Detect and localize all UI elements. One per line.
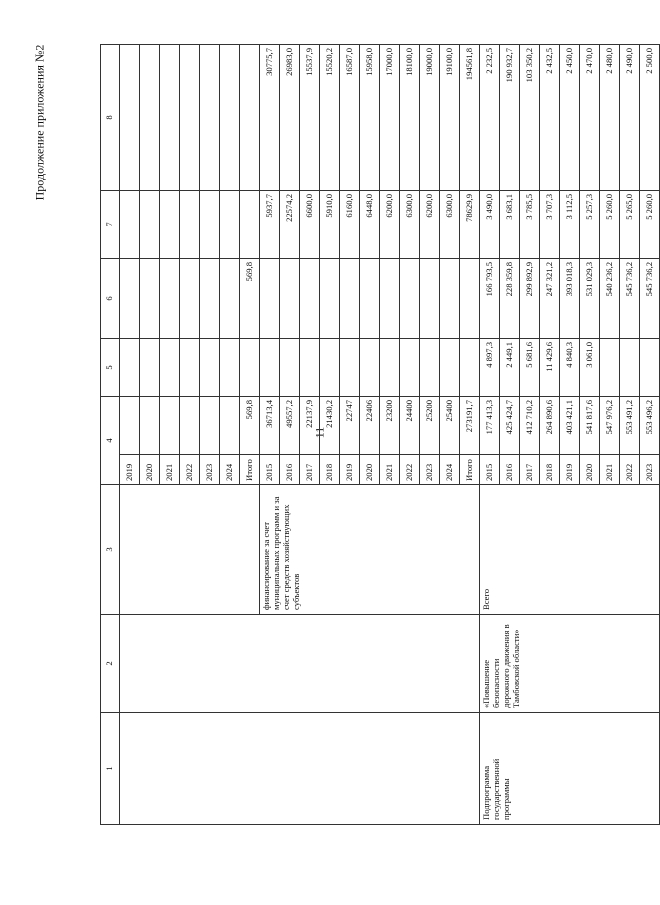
total-cell: 22406	[360, 396, 380, 454]
local-cell: 6600,0	[300, 190, 320, 258]
year-cell: 2022	[400, 455, 420, 485]
local-cell: 5910,0	[320, 190, 340, 258]
local-cell	[240, 190, 260, 258]
federal-cell	[420, 338, 440, 396]
federal-cell: 3 061,0	[580, 338, 600, 396]
regional-cell: 545 736,2	[620, 258, 640, 338]
federal-cell	[440, 338, 460, 396]
year-cell: 2017	[300, 455, 320, 485]
regional-cell: 247 321,2	[540, 258, 560, 338]
federal-cell	[360, 338, 380, 396]
year-cell: 2023	[640, 455, 660, 485]
col-number-4: 4	[101, 396, 120, 484]
other-cell: 17000,0	[380, 44, 400, 190]
col-number-3: 3	[101, 485, 120, 615]
other-cell: 26983,0	[280, 44, 300, 190]
local-cell: 5 260,0	[600, 190, 620, 258]
regional-cell: 166 793,5	[480, 258, 500, 338]
col-number-1: 1	[101, 713, 120, 825]
year-cell: 2017	[520, 455, 540, 485]
year-cell: 2021	[160, 455, 180, 485]
col-number-7: 7	[101, 190, 120, 258]
local-cell: 6300,0	[440, 190, 460, 258]
col-number-2: 2	[101, 615, 120, 713]
year-cell: 2019	[340, 455, 360, 485]
regional-cell: 545 736,2	[640, 258, 660, 338]
regional-cell	[200, 258, 220, 338]
regional-cell: 540 236,2	[600, 258, 620, 338]
year-cell: 2021	[380, 455, 400, 485]
other-cell: 2 432,5	[540, 44, 560, 190]
total-cell: 425 424,7	[500, 396, 520, 454]
financing-table	[100, 44, 660, 825]
federal-cell	[260, 338, 280, 396]
regional-cell	[280, 258, 300, 338]
subprogram-type-cell: Подпрограмма государственной программы	[480, 713, 660, 825]
year-cell: 2022	[180, 455, 200, 485]
total-cell: 553 491,2	[620, 396, 640, 454]
column-number-row	[101, 44, 120, 824]
regional-cell	[360, 258, 380, 338]
federal-cell	[140, 338, 160, 396]
federal-cell	[400, 338, 420, 396]
regional-cell	[220, 258, 240, 338]
regional-cell	[400, 258, 420, 338]
regional-cell	[120, 258, 140, 338]
other-cell: 18100,0	[400, 44, 420, 190]
other-cell: 15537,9	[300, 44, 320, 190]
other-cell	[120, 44, 140, 190]
year-cell: 2016	[500, 455, 520, 485]
year-cell: Итого	[460, 455, 480, 485]
year-cell: 2016	[280, 455, 300, 485]
federal-cell	[460, 338, 480, 396]
other-cell: 194561,8	[460, 44, 480, 190]
total-cell: 177 413,3	[480, 396, 500, 454]
funding-source-cell-empty	[120, 485, 260, 615]
total-cell: 49557,2	[280, 396, 300, 454]
total-cell	[200, 396, 220, 454]
year-cell: 2023	[200, 455, 220, 485]
federal-cell	[600, 338, 620, 396]
regional-cell: 531 029,3	[580, 258, 600, 338]
local-cell: 3 112,5	[560, 190, 580, 258]
federal-cell	[300, 338, 320, 396]
other-cell: 2 450,0	[560, 44, 580, 190]
local-cell: 5 257,3	[580, 190, 600, 258]
federal-cell: 4 840,3	[560, 338, 580, 396]
federal-cell: 11 429,6	[540, 338, 560, 396]
total-cell: 541 817,6	[580, 396, 600, 454]
local-cell: 6200,0	[420, 190, 440, 258]
local-cell: 5937,7	[260, 190, 280, 258]
regional-cell: 569,8	[240, 258, 260, 338]
regional-cell	[180, 258, 200, 338]
federal-cell	[340, 338, 360, 396]
total-cell: 553 496,2	[640, 396, 660, 454]
total-cell: 569,8	[240, 396, 260, 454]
local-cell: 3 707,3	[540, 190, 560, 258]
regional-cell: 393 018,3	[560, 258, 580, 338]
other-cell	[140, 44, 160, 190]
federal-cell	[220, 338, 240, 396]
total-cell	[180, 396, 200, 454]
regional-cell	[140, 258, 160, 338]
funding-total-label-cell: Всего	[480, 485, 660, 615]
regional-cell	[300, 258, 320, 338]
local-cell: 3 490,0	[480, 190, 500, 258]
federal-cell	[160, 338, 180, 396]
local-cell	[160, 190, 180, 258]
local-cell	[180, 190, 200, 258]
col-number-8: 8	[101, 44, 120, 190]
program-cell-empty	[120, 713, 480, 825]
other-cell: 19000,0	[420, 44, 440, 190]
col-number-5: 5	[101, 338, 120, 396]
year-cell: 2020	[360, 455, 380, 485]
other-cell: 2 232,5	[480, 44, 500, 190]
table-body	[101, 44, 660, 824]
other-cell: 30775,7	[260, 44, 280, 190]
federal-cell: 4 897,3	[480, 338, 500, 396]
regional-cell	[260, 258, 280, 338]
col-number-6: 6	[101, 258, 120, 338]
subprogram-name-cell: «Повышение безопасности дорожного движения в Тамбовской области»	[480, 615, 660, 713]
year-cell: 2018	[320, 455, 340, 485]
other-cell	[240, 44, 260, 190]
local-cell: 3 683,1	[500, 190, 520, 258]
local-cell	[200, 190, 220, 258]
other-cell: 2 470,0	[580, 44, 600, 190]
other-cell: 15958,0	[360, 44, 380, 190]
year-cell: Итого	[240, 455, 260, 485]
total-cell: 22747	[340, 396, 360, 454]
year-cell: 2015	[260, 455, 280, 485]
federal-cell	[280, 338, 300, 396]
year-cell: 2019	[120, 455, 140, 485]
year-cell: 2023	[420, 455, 440, 485]
federal-cell: 2 449,1	[500, 338, 520, 396]
local-cell: 6448,0	[360, 190, 380, 258]
total-cell	[140, 396, 160, 454]
local-cell: 6300,0	[400, 190, 420, 258]
year-cell: 2019	[560, 455, 580, 485]
total-cell: 273191,7	[460, 396, 480, 454]
regional-cell	[320, 258, 340, 338]
total-cell: 22137,9	[300, 396, 320, 454]
year-cell: 2022	[620, 455, 640, 485]
local-cell: 78629,9	[460, 190, 480, 258]
federal-cell	[380, 338, 400, 396]
regional-cell	[340, 258, 360, 338]
regional-cell	[420, 258, 440, 338]
federal-cell	[120, 338, 140, 396]
total-cell	[160, 396, 180, 454]
total-cell: 547 976,2	[600, 396, 620, 454]
local-cell: 6160,0	[340, 190, 360, 258]
total-cell: 21430,2	[320, 396, 340, 454]
total-cell: 25200	[420, 396, 440, 454]
year-cell: 2024	[220, 455, 240, 485]
total-cell: 403 421,1	[560, 396, 580, 454]
federal-cell	[200, 338, 220, 396]
federal-cell: 5 681,6	[520, 338, 540, 396]
local-cell	[120, 190, 140, 258]
total-cell: 412 710,2	[520, 396, 540, 454]
local-cell: 3 785,5	[520, 190, 540, 258]
table-row	[480, 44, 500, 824]
local-cell: 22574,2	[280, 190, 300, 258]
total-cell: 264 890,6	[540, 396, 560, 454]
other-cell: 15520,2	[320, 44, 340, 190]
total-cell: 23200	[380, 396, 400, 454]
local-cell: 5 260,0	[640, 190, 660, 258]
table-row	[120, 44, 140, 824]
other-cell: 190 932,7	[500, 44, 520, 190]
other-cell: 2 500,0	[640, 44, 660, 190]
local-cell	[220, 190, 240, 258]
other-cell: 2 490,0	[620, 44, 640, 190]
other-cell: 2 480,0	[600, 44, 620, 190]
year-cell: 2021	[600, 455, 620, 485]
local-cell: 6200,0	[380, 190, 400, 258]
total-cell: 36713,4	[260, 396, 280, 454]
other-cell	[200, 44, 220, 190]
federal-cell	[240, 338, 260, 396]
page-number: 11	[312, 426, 327, 439]
other-cell	[160, 44, 180, 190]
other-cell: 19100,0	[440, 44, 460, 190]
local-cell	[140, 190, 160, 258]
regional-cell: 228 359,8	[500, 258, 520, 338]
year-cell: 2020	[580, 455, 600, 485]
other-cell	[220, 44, 240, 190]
local-cell: 5 265,0	[620, 190, 640, 258]
federal-cell	[640, 338, 660, 396]
regional-cell: 299 892,9	[520, 258, 540, 338]
total-cell: 25400	[440, 396, 460, 454]
year-cell: 2018	[540, 455, 560, 485]
year-cell: 2015	[480, 455, 500, 485]
year-cell: 2020	[140, 455, 160, 485]
regional-cell	[160, 258, 180, 338]
other-cell	[180, 44, 200, 190]
subprogram-cell-empty	[120, 615, 480, 713]
rotated-table-container	[100, 45, 654, 825]
federal-cell	[620, 338, 640, 396]
total-cell	[120, 396, 140, 454]
regional-cell	[460, 258, 480, 338]
regional-cell	[440, 258, 460, 338]
table-viewport	[100, 45, 654, 825]
federal-cell	[320, 338, 340, 396]
regional-cell	[380, 258, 400, 338]
total-cell: 24400	[400, 396, 420, 454]
total-cell	[220, 396, 240, 454]
page-header-title: Продолжение приложения №2	[32, 44, 47, 201]
other-cell: 16587,0	[340, 44, 360, 190]
federal-cell	[180, 338, 200, 396]
funding-source-cell: финансирование за счет муниципальных программ и за счет средств хозяйствующих субъектов	[260, 485, 480, 615]
other-cell: 103 350,2	[520, 44, 540, 190]
year-cell: 2024	[440, 455, 460, 485]
